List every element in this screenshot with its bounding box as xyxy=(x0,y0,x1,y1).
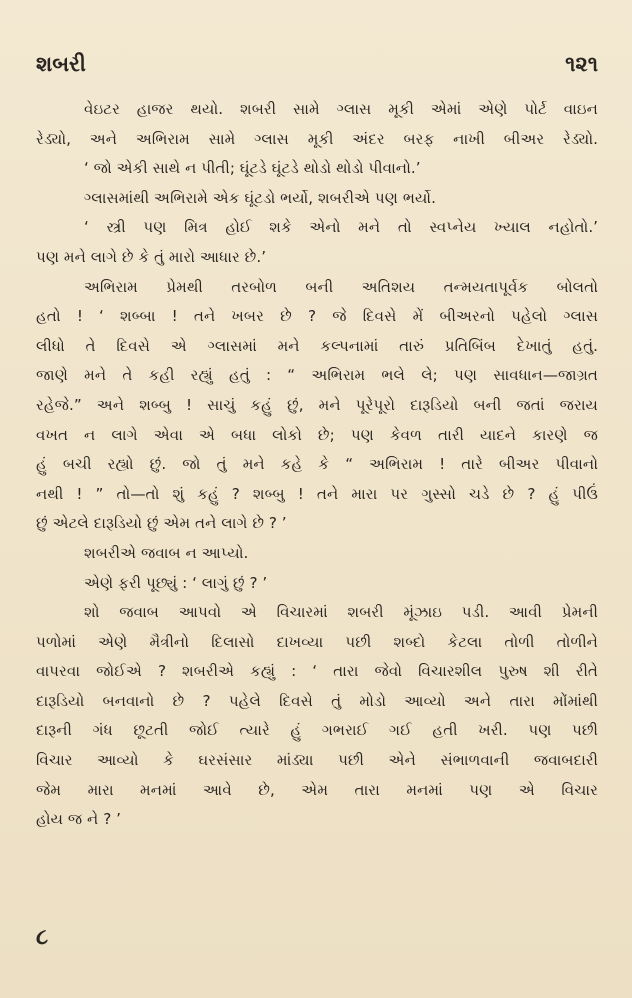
text-line: હોય જ ને ? ’ xyxy=(36,810,121,829)
text-line: પણ મને લાગે છે કે તું મારો આધાર છે.’ xyxy=(36,247,267,266)
body-text xyxy=(36,95,598,835)
text-line: જાણે મને તે કહી રહ્યું હતું : “ અભિરામ ભલે લે; પણ સાવધાન—જાગ્રત xyxy=(36,366,598,385)
text-line: દારૂની ગંધ છૂટતી જોઈ ત્યારે હું ગભરાઈ ગઈ હતી ખરી. પણ પછી xyxy=(36,721,598,740)
text-line: ‘ જો એકી સાથે ન પીતી; ઘૂંટડે ઘૂંટડે થોડો થોડો પીવાનો.’ xyxy=(84,159,421,178)
page-number: ૧૨૧ xyxy=(565,52,598,76)
text-line: અભિરામ પ્રેમથી તરબોળ બની અતિશય તન્મયતાપૂર્વક બોલતો xyxy=(84,277,598,296)
text-line: વેઇટર હાજર થયો. શબરી સામે ગ્લાસ મૂકી એમાં એણે પોર્ટ વાઇન xyxy=(84,100,598,118)
signature-mark: ૮ xyxy=(36,925,49,950)
text-line: શબરીએ જવાબ ન આપ્યો. xyxy=(84,543,249,562)
text-line: છું એટલે દારૂડિયો છું એમ તને લાગે છે ? ’ xyxy=(36,514,287,533)
text-line: રેડ્યો, અને અભિરામ સામે ગ્લાસ મૂકી અંદર બરફ નાખી બીઅર રેડ્યો. xyxy=(36,129,598,148)
text-line: રહેજે.” અને શબ્બુ ! સાચું કહું છું, મને પૂરેપૂરો દારૂડિયો બની જતાં જરાય xyxy=(36,395,598,414)
text-line: એણે ફરી પૂછ્યું : ‘ લાગું છું ? ’ xyxy=(84,573,268,592)
text-line: શો જવાબ આપવો એ વિચારમાં શબરી મૂંઝાઇ પડી. આવી પ્રેમની xyxy=(84,603,598,622)
text-line: નથી ! ” તો—તો શું કહું ? શબ્બુ ! તને મારા પર ગુસ્સો ચડે છે ? હું પીઉં xyxy=(36,484,598,503)
text-line: પળોમાં એણે મૈત્રીનો દિલાસો દાખવ્યા પછી શબ્દો કેટલા તોળી તોળીને xyxy=(36,632,598,651)
page-header xyxy=(36,52,598,82)
running-head: શબરી xyxy=(36,52,86,76)
text-line: ‘ સ્ત્રી પણ મિત્ર હોઈ શકે એનો મને તો સ્વપ્નેય ખ્યાલ નહોતો.’ xyxy=(84,218,598,237)
text-line: દારૂડિયો બનવાનો છે ? પહેલે દિવસે તું મોડો આવ્યો અને તારા મોંમાંથી xyxy=(36,691,598,710)
text-line: વખત ન લાગે એવા એ બધા લોકો છે; પણ કેવળ તારી યાદને કારણે જ xyxy=(36,425,598,444)
text-line: લીધો તે દિવસે એ ગ્લાસમાં મને કલ્પનામાં તારું પ્રતિબિંબ દેખાતું હતું. xyxy=(36,336,598,355)
text-line: હતો ! ‘ શબ્બા ! તને ખબર છે ? જે દિવસે મેં બીઅરનો પહેલો ગ્લાસ xyxy=(36,307,598,326)
text-line: હું બચી રહ્યો છું. જો તું મને કહે કે “ અભિરામ ! તારે બીઅર પીવાનો xyxy=(36,455,598,474)
text-line: વિચાર આવ્યો કે ઘરસંસાર માંડ્યા પછી એને સંભાળવાની જવાબદારી xyxy=(36,751,598,770)
text-line: જેમ મારા મનમાં આવે છે, એમ તારા મનમાં પણ એ વિચાર xyxy=(36,780,598,799)
text-line: ગ્લાસમાંથી અભિરામે એક ઘૂંટડો ભર્યો, શબરીએ પણ ભર્યો. xyxy=(84,188,436,207)
text-line: વાપરવા જોઈએ ? શબરીએ કહ્યું : ‘ તારા જેવો વિચારશીલ પુરુષ શી રીતે xyxy=(36,662,598,681)
